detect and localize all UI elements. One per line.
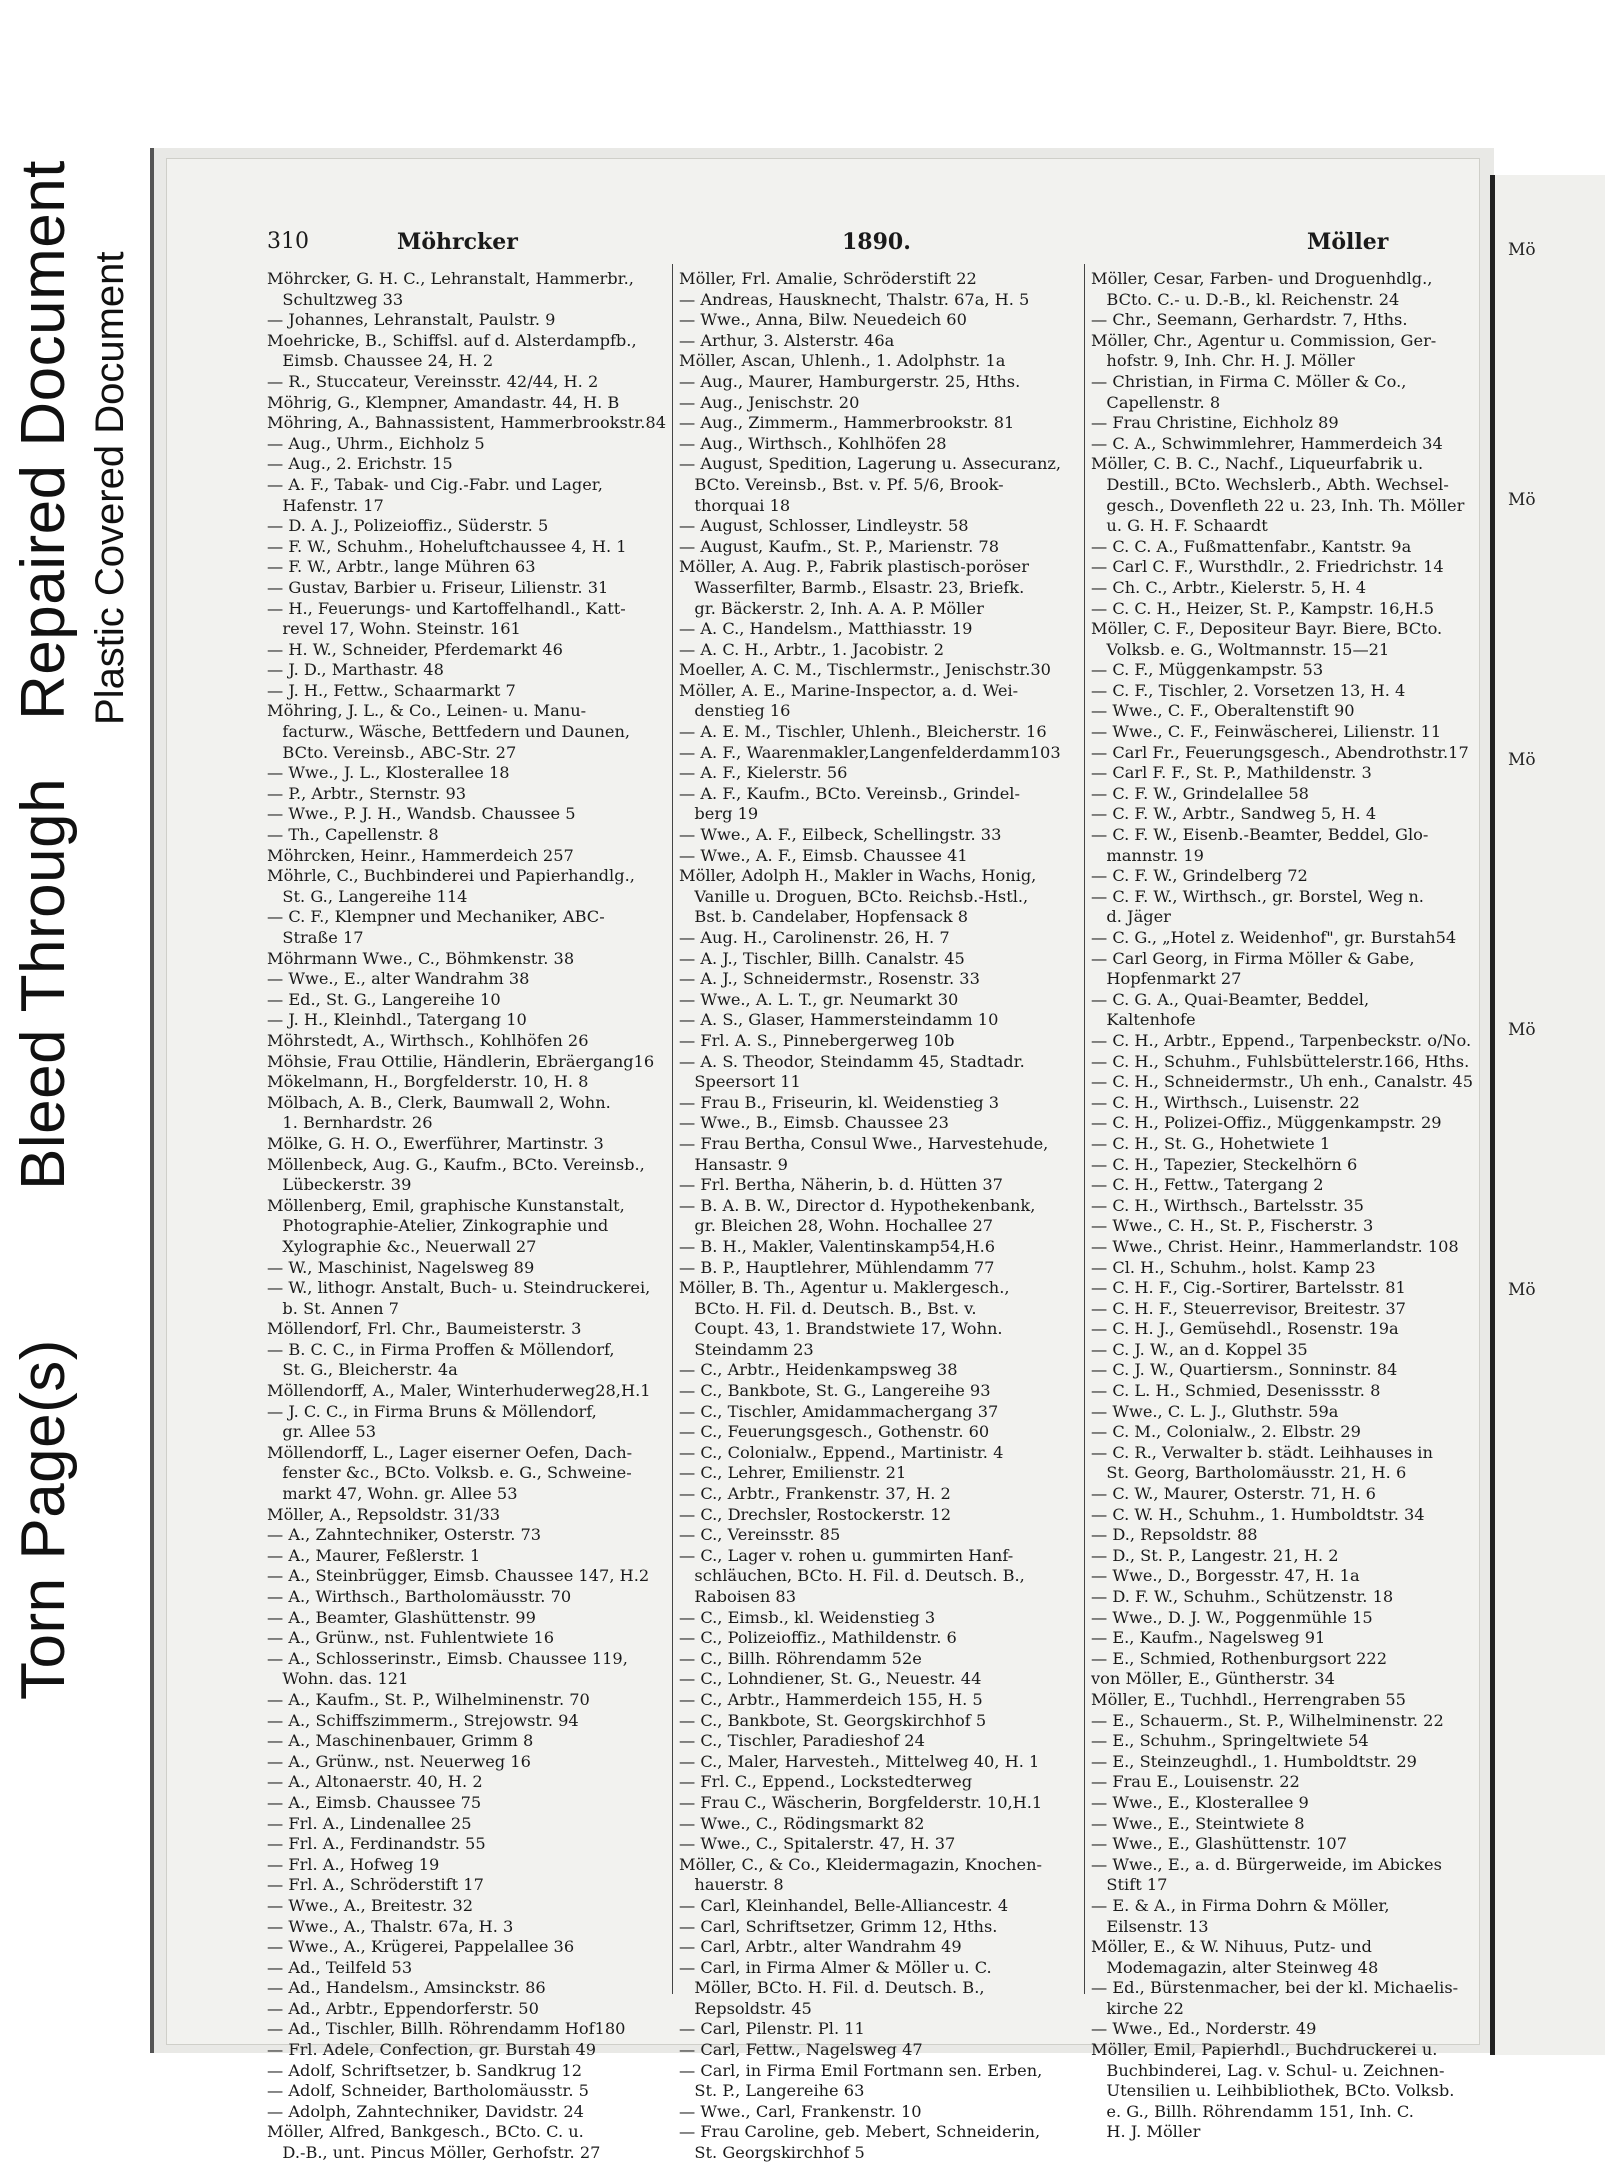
directory-entry: — C. H., Polizei-Offiz., Müggenkampstr. 29 xyxy=(1091,1113,1442,1133)
directory-entry: — Frau B., Friseurin, kl. Weidenstieg 3 xyxy=(679,1092,1000,1112)
directory-entry: Lübeckerstr. 39 xyxy=(267,1175,412,1195)
directory-entry: — Ed., Bürstenmacher, bei der kl. Michaelis- xyxy=(1091,1978,1459,1998)
directory-entry: — Wwe., A. L. T., gr. Neumarkt 30 xyxy=(679,989,959,1009)
directory-entry: — Wwe., E., Steintwiete 8 xyxy=(1091,1813,1305,1833)
directory-entry: — B. C. C., in Firma Proffen & Möllendorf, xyxy=(267,1339,615,1359)
directory-entry: Möhsie, Frau Ottilie, Händlerin, Ebräergang16 xyxy=(267,1051,655,1071)
directory-entry: — Ad., Handelsm., Amsinckstr. 86 xyxy=(267,1978,546,1998)
directory-entry: Möller, E., Tuchhdl., Herrengraben 55 xyxy=(1091,1689,1406,1709)
directory-entry: — C., Arbtr., Hammerdeich 155, H. 5 xyxy=(679,1689,983,1709)
directory-entry: — C. G. A., Quai-Beamter, Beddel, xyxy=(1091,989,1370,1009)
directory-entry: — B. H., Makler, Valentinskamp54,H.6 xyxy=(679,1236,996,1256)
directory-entry: — C. F., Müggenkampstr. 53 xyxy=(1091,660,1324,680)
adjacent-page-fragment: Mö xyxy=(1508,1020,1536,1040)
directory-entry: BCto. H. Fil. d. Deutsch. B., Bst. v. xyxy=(679,1298,977,1318)
directory-entry: BCto. C.- u. D.-B., kl. Reichenstr. 24 xyxy=(1091,289,1400,309)
adjacent-page-fragment: Mö xyxy=(1508,750,1536,770)
directory-entry: — C. F. W., Eisenb.-Beamter, Beddel, Glo- xyxy=(1091,825,1429,845)
directory-entry: Möller, Frl. Amalie, Schröderstift 22 xyxy=(679,269,977,288)
directory-entry: thorquai 18 xyxy=(679,495,791,515)
directory-entry: — Wwe., D., Borgesstr. 47, H. 1a xyxy=(1091,1566,1360,1586)
directory-entry: Stift 17 xyxy=(1091,1875,1168,1895)
directory-entry: — Frl. A., Hofweg 19 xyxy=(267,1854,440,1874)
directory-entry: — E., Schmied, Rothenburgsort 222 xyxy=(1091,1648,1388,1668)
directory-entry: — Aug., Wirthsch., Kohlhöfen 28 xyxy=(679,433,947,453)
directory-entry: gr. Bäckerstr. 2, Inh. A. A. P. Möller xyxy=(679,598,984,618)
directory-entry: — Carl, in Firma Almer & Möller u. C. xyxy=(679,1957,992,1977)
directory-entry: Möller, Adolph H., Makler in Wachs, Honig, xyxy=(679,866,1037,886)
directory-entry: Eilsenstr. 13 xyxy=(1091,1916,1209,1936)
directory-entry: — C., Colonialw., Eppend., Martinistr. 4 xyxy=(679,1442,1004,1462)
directory-entry: Möller, E., & W. Nihuus, Putz- und xyxy=(1091,1937,1372,1957)
directory-entry: — A. S., Glaser, Hammersteindamm 10 xyxy=(679,1010,999,1030)
directory-entry: — Wwe., Anna, Bilw. Neuedeich 60 xyxy=(679,310,967,330)
directory-entry: — Ad., Teilfeld 53 xyxy=(267,1957,413,1977)
directory-entry: Hafenstr. 17 xyxy=(267,495,384,515)
directory-entry: — A. F., Kielerstr. 56 xyxy=(679,763,848,783)
directory-entry: — D. F. W., Schuhm., Schützenstr. 18 xyxy=(1091,1587,1394,1606)
directory-entry: — C. H., Arbtr., Eppend., Tarpenbeckstr. o/No. xyxy=(1091,1030,1472,1050)
directory-entry: Straße 17 xyxy=(267,928,364,947)
directory-entry: BCto. Vereinsb., ABC-Str. 27 xyxy=(267,742,517,762)
directory-entry: Möller, C., & Co., Kleidermagazin, Knochen- xyxy=(679,1854,1042,1874)
directory-entry: — A. F., Waarenmakler,Langenfelderdamm103 xyxy=(679,742,1061,762)
directory-column-1 xyxy=(267,269,667,2163)
directory-entry: St. Georgskirchhof 5 xyxy=(679,2143,865,2163)
directory-entry: — Carl Georg, in Firma Möller & Gabe, xyxy=(1091,948,1415,968)
adjacent-page-fragment: Mö xyxy=(1508,240,1536,260)
directory-entry: — C. F. W., Grindelberg 72 xyxy=(1091,866,1308,886)
directory-entry: Möllenbeck, Aug. G., Kaufm., BCto. Vereinsb., xyxy=(267,1154,645,1174)
directory-entry: — Wwe., Christ. Heinr., Hammerlandstr. 108 xyxy=(1091,1236,1459,1256)
directory-entry: — C. R., Verwalter b. städt. Leihhauses in xyxy=(1091,1442,1433,1462)
directory-entry: Möller, Cesar, Farben- und Droguenhdlg., xyxy=(1091,269,1433,288)
directory-entry: — Ad., Tischler, Billh. Röhrendamm Hof180 xyxy=(267,2019,626,2039)
directory-entry: — Wwe., Carl, Frankenstr. 10 xyxy=(679,2101,922,2121)
directory-entry: Wasserfilter, Barmb., Elsastr. 23, Briefk. xyxy=(679,577,1025,597)
directory-entry: — J. D., Marthastr. 48 xyxy=(267,660,444,680)
directory-entry: — Wwe., C. F., Oberaltenstift 90 xyxy=(1091,701,1355,721)
directory-entry: Möllendorf, Frl. Chr., Baumeisterstr. 3 xyxy=(267,1319,582,1339)
directory-entry: — W., Maschinist, Nagelsweg 89 xyxy=(267,1257,535,1277)
directory-entry: St. G., Bleicherstr. 4a xyxy=(267,1360,458,1380)
directory-entry: 1. Bernhardstr. 26 xyxy=(267,1113,433,1133)
directory-entry: — Aug., Jenischstr. 20 xyxy=(679,392,860,412)
directory-entry: — J. C. C., in Firma Bruns & Möllendorf, xyxy=(267,1401,597,1421)
directory-entry: — Wwe., E., Glashüttenstr. 107 xyxy=(1091,1834,1347,1854)
directory-entry: — C., Arbtr., Heidenkampsweg 38 xyxy=(679,1360,958,1380)
directory-entry: Mölbach, A. B., Clerk, Baumwall 2, Wohn. xyxy=(267,1092,611,1112)
directory-entry: — Andreas, Hausknecht, Thalstr. 67a, H. 5 xyxy=(679,289,1030,309)
directory-entry: Mökelmann, H., Borgfelderstr. 10, H. 8 xyxy=(267,1072,589,1092)
directory-entry: — E. & A., in Firma Dohrn & Möller, xyxy=(1091,1895,1390,1915)
directory-entry: Eimsb. Chaussee 24, H. 2 xyxy=(267,351,494,371)
directory-entry: — Wwe., E., alter Wandrahm 38 xyxy=(267,969,530,989)
directory-entry: — C. L. H., Schmied, Desenissstr. 8 xyxy=(1091,1381,1381,1401)
directory-entry: — C. C. A., Fußmattenfabr., Kantstr. 9a xyxy=(1091,536,1412,556)
directory-entry: — C. H., Wirthsch., Bartelsstr. 35 xyxy=(1091,1195,1364,1215)
directory-entry: — Wwe., A., Krügerei, Pappelallee 36 xyxy=(267,1937,575,1957)
directory-entry: — C. F. W., Arbtr., Sandweg 5, H. 4 xyxy=(1091,804,1377,824)
directory-entry: Moehricke, B., Schiffsl. auf d. Alsterdampfb., xyxy=(267,330,637,350)
directory-entry: — Wwe., C., Rödingsmarkt 82 xyxy=(679,1813,925,1833)
directory-entry: — C. G., „Hotel z. Weidenhof", gr. Burstah54 xyxy=(1091,928,1457,947)
directory-entry: — Wwe., E., a. d. Bürgerweide, im Abickes xyxy=(1091,1854,1442,1874)
directory-entry: Mölke, G. H. O., Ewerführer, Martinstr. 3 xyxy=(267,1133,604,1153)
directory-entry: — E., Schauerm., St. P., Wilhelminenstr. 22 xyxy=(1091,1710,1444,1730)
directory-entry: Möllenberg, Emil, graphische Kunstanstalt, xyxy=(267,1195,625,1215)
directory-entry: — J. H., Fettw., Schaarmarkt 7 xyxy=(267,680,516,700)
directory-entry: — F. W., Schuhm., Hoheluftchaussee 4, H. 1 xyxy=(267,536,627,556)
directory-entry: Möller, Emil, Papierhdl., Buchdruckerei u. xyxy=(1091,2040,1438,2060)
directory-entry: — Frl. A., Lindenallee 25 xyxy=(267,1813,472,1833)
directory-entry: — C., Eimsb., kl. Weidenstieg 3 xyxy=(679,1607,936,1627)
directory-entry: — Carl, Pilenstr. Pl. 11 xyxy=(679,2019,865,2039)
directory-entry: Möller, BCto. H. Fil. d. Deutsch. B., xyxy=(679,1978,985,1998)
directory-entry: Möller, Chr., Agentur u. Commission, Ger- xyxy=(1091,330,1437,350)
directory-entry: Destill., BCto. Wechslerb., Abth. Wechsel- xyxy=(1091,474,1449,494)
directory-entry: — C. F. W., Wirthsch., gr. Borstel, Weg n. xyxy=(1091,886,1424,906)
plastic-covered-label: Plastic Covered Document xyxy=(88,251,132,725)
directory-entry: — Frl. A., Schröderstift 17 xyxy=(267,1875,484,1895)
directory-entry: — C., Vereinsstr. 85 xyxy=(679,1525,841,1545)
directory-entry: Coupt. 43, 1. Brandstwiete 17, Wohn. xyxy=(679,1319,1003,1339)
directory-entry: — Th., Capellenstr. 8 xyxy=(267,825,439,845)
directory-entry: gr. Allee 53 xyxy=(267,1422,376,1442)
directory-entry: — A. E. M., Tischler, Uhlenh., Bleicherstr. 16 xyxy=(679,722,1047,742)
directory-entry: — Wwe., C. H., St. P., Fischerstr. 3 xyxy=(1091,1216,1374,1236)
directory-entry: — F. W., Arbtr., lange Mühren 63 xyxy=(267,557,536,577)
page-number: 310 xyxy=(267,229,309,254)
directory-entry: — H. W., Schneider, Pferdemarkt 46 xyxy=(267,639,563,659)
directory-entry: — C., Arbtr., Frankenstr. 37, H. 2 xyxy=(679,1484,951,1504)
directory-entry: — C., Feuerungsgesch., Gothenstr. 60 xyxy=(679,1422,990,1442)
directory-entry: — Frau C., Wäscherin, Borgfelderstr. 10,H.1 xyxy=(679,1792,1043,1812)
directory-entry: Möller, Alfred, Bankgesch., BCto. C. u. xyxy=(267,2122,584,2142)
directory-entry: — C., Polizeioffiz., Mathildenstr. 6 xyxy=(679,1628,957,1648)
directory-entry: — A. C., Handelsm., Matthiasstr. 19 xyxy=(679,619,973,639)
directory-entry: — Wwe., C. F., Feinwäscherei, Lilienstr. 11 xyxy=(1091,722,1442,742)
directory-entry: b. St. Annen 7 xyxy=(267,1298,399,1318)
directory-entry: Möhrle, C., Buchbinderei und Papierhandlg., xyxy=(267,866,635,886)
directory-entry: — C., Bankbote, St. Georgskirchhof 5 xyxy=(679,1710,987,1730)
directory-entry: u. G. H. F. Schaardt xyxy=(1091,516,1268,536)
directory-entry: kirche 22 xyxy=(1091,1998,1184,2018)
right-running-head: Möller xyxy=(1307,229,1389,255)
directory-entry: St. Georg, Bartholomäusstr. 21, H. 6 xyxy=(1091,1463,1407,1483)
directory-entry: — Wwe., C., Spitalerstr. 47, H. 37 xyxy=(679,1834,956,1854)
directory-entry: — Aug., Maurer, Hamburgerstr. 25, Hths. xyxy=(679,371,1021,391)
directory-entry: hofstr. 9, Inh. Chr. H. J. Möller xyxy=(1091,351,1355,371)
directory-entry: — E., Steinzeughdl., 1. Humboldtstr. 29 xyxy=(1091,1751,1417,1771)
directory-entry: Repsoldstr. 45 xyxy=(679,1998,812,2018)
torn-pages-label: Torn Page(s) xyxy=(9,1339,78,1700)
directory-entry: — A., Eimsb. Chaussee 75 xyxy=(267,1792,482,1812)
directory-entry: denstieg 16 xyxy=(679,701,791,721)
directory-entry: — August, Schlosser, Lindleystr. 58 xyxy=(679,516,969,536)
year-heading: 1890. xyxy=(842,229,911,255)
directory-entry: — Aug., Uhrm., Eichholz 5 xyxy=(267,433,485,453)
directory-entry: Möller, C. F., Depositeur Bayr. Biere, BCto. xyxy=(1091,619,1443,639)
directory-entry: — A., Maschinenbauer, Grimm 8 xyxy=(267,1731,534,1751)
directory-entry: — Christian, in Firma C. Möller & Co., xyxy=(1091,371,1407,391)
directory-entry: — Wwe., A., Thalstr. 67a, H. 3 xyxy=(267,1916,514,1936)
directory-entry: Möhring, J. L., & Co., Leinen- u. Manu- xyxy=(267,701,587,721)
directory-entry: Möller, A. E., Marine-Inspector, a. d. Wei- xyxy=(679,680,1019,700)
directory-entry: Capellenstr. 8 xyxy=(1091,392,1221,412)
directory-entry: — C., Drechsler, Rostockerstr. 12 xyxy=(679,1504,952,1524)
directory-entry: d. Jäger xyxy=(1091,907,1171,927)
directory-entry: Vanille u. Droguen, BCto. Reichsb.-Hstl., xyxy=(679,886,1029,906)
directory-entry: e. G., Billh. Röhrendamm 151, Inh. C. xyxy=(1091,2101,1414,2121)
directory-entry: Moeller, A. C. M., Tischlermstr., Jenischstr.30 xyxy=(679,660,1051,680)
directory-entry: — A. S. Theodor, Steindamm 45, Stadtadr. xyxy=(679,1051,1025,1071)
directory-entry: — Carl F. F., St. P., Mathildenstr. 3 xyxy=(1091,763,1372,783)
directory-entry: Möller, Ascan, Uhlenh., 1. Adolphstr. 1a xyxy=(679,351,1006,371)
directory-entry: — C. H., St. G., Hohetwiete 1 xyxy=(1091,1133,1331,1153)
directory-entry: St. G., Langereihe 114 xyxy=(267,886,468,906)
directory-entry: — Frl. A. S., Pinnebergerweg 10b xyxy=(679,1030,955,1050)
directory-entry: Möhrmann Wwe., C., Böhmkenstr. 38 xyxy=(267,948,575,968)
directory-entry: — Adolph, Zahntechniker, Davidstr. 24 xyxy=(267,2101,584,2121)
directory-entry: — Wwe., C. L. J., Gluthstr. 59a xyxy=(1091,1401,1339,1421)
directory-entry: gesch., Dovenfleth 22 u. 23, Inh. Th. Möller xyxy=(1091,495,1465,515)
directory-entry: — Adolf, Schneider, Bartholomäusstr. 5 xyxy=(267,2081,589,2101)
directory-entry: — A., Beamter, Glashüttenstr. 99 xyxy=(267,1607,536,1627)
directory-entry: — W., lithogr. Anstalt, Buch- u. Steindruckerei, xyxy=(267,1278,651,1298)
scanned-page xyxy=(150,148,1494,2163)
directory-entry: — C. H. F., Cig.-Sortirer, Bartelsstr. 81 xyxy=(1091,1278,1406,1298)
directory-entry: — Wwe., Ed., Norderstr. 49 xyxy=(1091,2019,1317,2039)
directory-entry: Kaltenhofe xyxy=(1091,1010,1196,1030)
directory-entry: — Frl. C., Eppend., Lockstedterweg xyxy=(679,1772,973,1792)
directory-entry: — A. C. H., Arbtr., 1. Jacobistr. 2 xyxy=(679,639,945,659)
directory-entry: — P., Arbtr., Sternstr. 93 xyxy=(267,783,467,803)
directory-entry: — R., Stuccateur, Vereinsstr. 42/44, H. 2 xyxy=(267,371,599,391)
directory-entry: — C. F., Tischler, 2. Vorsetzen 13, H. 4 xyxy=(1091,680,1406,700)
directory-entry: — C. H. F., Steuerrevisor, Breitestr. 37 xyxy=(1091,1298,1406,1318)
directory-entry: Speersort 11 xyxy=(679,1072,801,1092)
directory-entry: — C. J. W., an d. Koppel 35 xyxy=(1091,1339,1308,1359)
directory-entry: — Wwe., A. F., Eimsb. Chaussee 41 xyxy=(679,845,968,865)
directory-entry: mannstr. 19 xyxy=(1091,845,1204,865)
directory-entry: fenster &c., BCto. Volksb. e. G., Schweine- xyxy=(267,1463,632,1483)
directory-entry: — Frau Christine, Eichholz 89 xyxy=(1091,413,1339,433)
directory-entry: — Aug., 2. Erichstr. 15 xyxy=(267,454,453,474)
directory-entry: Volksb. e. G., Woltmannstr. 15—21 xyxy=(1091,639,1390,659)
condition-labels xyxy=(0,0,150,2177)
directory-entry: facturw., Wäsche, Bettfedern und Daunen, xyxy=(267,722,631,742)
directory-entry: — B. P., Hauptlehrer, Mühlendamm 77 xyxy=(679,1257,995,1277)
repaired-document-label: Repaired Document xyxy=(9,160,78,720)
directory-entry: — C. M., Colonialw., 2. Elbstr. 29 xyxy=(1091,1422,1361,1442)
column-divider xyxy=(1084,264,1085,1994)
directory-entry: — C. J. W., Quartiersm., Sonninstr. 84 xyxy=(1091,1360,1398,1380)
directory-entry: — Wwe., J. L., Klosterallee 18 xyxy=(267,763,510,783)
directory-entry: — B. A. B. W., Director d. Hypothekenbank, xyxy=(679,1195,1036,1215)
directory-entry: Möllendorff, A., Maler, Winterhuderweg28,H.1 xyxy=(267,1381,651,1401)
directory-column-3 xyxy=(1091,269,1489,2142)
directory-entry: — C. F., Klempner und Mechaniker, ABC- xyxy=(267,907,605,927)
directory-entry: — Arthur, 3. Alsterstr. 46a xyxy=(679,330,895,350)
directory-entry: — Wwe., A. F., Eilbeck, Schellingstr. 33 xyxy=(679,825,1002,845)
directory-entry: — D., St. P., Langestr. 21, H. 2 xyxy=(1091,1545,1339,1565)
directory-entry: — Carl, in Firma Emil Fortmann sen. Erben, xyxy=(679,2060,1043,2080)
directory-entry: Möller, C. B. C., Nachf., Liqueurfabrik u. xyxy=(1091,454,1424,474)
directory-entry: — Chr., Seemann, Gerhardstr. 7, Hths. xyxy=(1091,310,1408,330)
adjacent-page-edge xyxy=(1490,175,1605,2055)
directory-entry: — Aug. H., Carolinenstr. 26, H. 7 xyxy=(679,928,950,947)
directory-entry: — C., Billh. Röhrendamm 52e xyxy=(679,1648,922,1668)
directory-entry: Hansastr. 9 xyxy=(679,1154,788,1174)
directory-entry: BCto. Vereinsb., Bst. v. Pf. 5/6, Brook- xyxy=(679,474,1004,494)
directory-entry: — A., Schlosserinstr., Eimsb. Chaussee 119, xyxy=(267,1648,628,1668)
directory-entry: — Carl Fr., Feuerungsgesch., Abendrothstr.17 xyxy=(1091,742,1469,762)
page-header xyxy=(267,229,1487,259)
directory-entry: — C., Bankbote, St. G., Langereihe 93 xyxy=(679,1381,991,1401)
column-divider xyxy=(672,264,673,1994)
directory-entry: Steindamm 23 xyxy=(679,1339,814,1359)
directory-entry: — Wwe., D. J. W., Poggenmühle 15 xyxy=(1091,1607,1373,1627)
directory-entry: — Frl. Bertha, Näherin, b. d. Hütten 37 xyxy=(679,1175,1003,1195)
directory-entry: — Wwe., E., Klosterallee 9 xyxy=(1091,1792,1309,1812)
directory-entry: Raboisen 83 xyxy=(679,1587,796,1606)
directory-entry: Xylographie &c., Neuerwall 27 xyxy=(267,1236,537,1256)
directory-entry: — Wwe., A., Breitestr. 32 xyxy=(267,1895,474,1915)
directory-entry: — Frau E., Louisenstr. 22 xyxy=(1091,1772,1300,1792)
directory-entry: — Adolf, Schriftsetzer, b. Sandkrug 12 xyxy=(267,2060,583,2080)
directory-entry: — E., Schuhm., Springeltwiete 54 xyxy=(1091,1731,1369,1751)
directory-column-2 xyxy=(679,269,1077,2163)
directory-entry: — August, Spedition, Lagerung u. Assecuranz, xyxy=(679,454,1062,474)
directory-entry: — C. A., Schwimmlehrer, Hammerdeich 34 xyxy=(1091,433,1443,453)
directory-entry: St. P., Langereihe 63 xyxy=(679,2081,865,2101)
directory-entry: Schultzweg 33 xyxy=(267,289,404,309)
directory-entry: — C., Maler, Harvesteh., Mittelweg 40, H. 1 xyxy=(679,1751,1040,1771)
directory-entry: — C. H., Schuhm., Fuhlsbüttelerstr.166, Hths. xyxy=(1091,1051,1470,1071)
directory-entry: Möller, A. Aug. P., Fabrik plastisch-poröser xyxy=(679,557,1029,577)
directory-entry: markt 47, Wohn. gr. Allee 53 xyxy=(267,1484,518,1504)
directory-entry: — Cl. H., Schuhm., holst. Kamp 23 xyxy=(1091,1257,1376,1277)
directory-entry: — C. W. H., Schuhm., 1. Humboldtstr. 34 xyxy=(1091,1504,1425,1524)
directory-entry: — Wwe., B., Eimsb. Chaussee 23 xyxy=(679,1113,949,1133)
directory-entry: — Carl C. F., Wursthdlr., 2. Friedrichstr. 14 xyxy=(1091,557,1444,577)
directory-entry: — Frau Bertha, Consul Wwe., Harvestehude, xyxy=(679,1133,1049,1153)
directory-entry: — A., Altonaerstr. 40, H. 2 xyxy=(267,1772,483,1792)
directory-entry: — C. H., Fettw., Tatergang 2 xyxy=(1091,1175,1324,1195)
directory-entry: — C., Lehrer, Emilienstr. 21 xyxy=(679,1463,907,1483)
directory-entry: — C. W., Maurer, Osterstr. 71, H. 6 xyxy=(1091,1484,1376,1504)
page-paper xyxy=(166,158,1480,2163)
directory-entry: — C. H., Schneidermstr., Uh enh., Canalstr. 45 xyxy=(1091,1072,1474,1092)
directory-entry: — Carl, Fettw., Nagelsweg 47 xyxy=(679,2040,923,2060)
directory-entry: D.-B., unt. Pincus Möller, Gerhofstr. 27 xyxy=(267,2143,601,2163)
directory-entry: Möllendorff, L., Lager eiserner Oefen, Dach- xyxy=(267,1442,633,1462)
directory-entry: schläuchen, BCto. H. Fil. d. Deutsch. B., xyxy=(679,1566,1025,1586)
directory-entry: — Aug., Zimmerm., Hammerbrookstr. 81 xyxy=(679,413,1015,433)
adjacent-page-fragment: Mö xyxy=(1508,1280,1536,1300)
bleed-through-label: Bleed Through xyxy=(9,777,78,1190)
adjacent-page-fragment: Mö xyxy=(1508,490,1536,510)
directory-entry: Photographie-Atelier, Zinkographie und xyxy=(267,1216,609,1236)
directory-entry: — Johannes, Lehranstalt, Paulstr. 9 xyxy=(267,310,556,330)
directory-entry: — E., Kaufm., Nagelsweg 91 xyxy=(1091,1628,1326,1648)
directory-entry: Möhrstedt, A., Wirthsch., Kohlhöfen 26 xyxy=(267,1030,589,1050)
directory-entry: — Carl, Arbtr., alter Wandrahm 49 xyxy=(679,1937,962,1957)
directory-entry: — Ed., St. G., Langereihe 10 xyxy=(267,989,501,1009)
directory-entry: — Wwe., P. J. H., Wandsb. Chaussee 5 xyxy=(267,804,576,824)
directory-entry: — C., Tischler, Amidammachergang 37 xyxy=(679,1401,999,1421)
directory-entry: Möhrig, G., Klempner, Amandastr. 44, H. B xyxy=(267,392,620,412)
directory-entry: Möller, A., Repsoldstr. 31/33 xyxy=(267,1504,501,1524)
directory-entry: — A., Kaufm., St. P., Wilhelminenstr. 70 xyxy=(267,1689,590,1709)
directory-entry: Utensilien u. Leihbibliothek, BCto. Volksb. xyxy=(1091,2081,1455,2101)
directory-entry: — A., Zahntechniker, Osterstr. 73 xyxy=(267,1525,542,1545)
directory-entry: — C. F. W., Grindelallee 58 xyxy=(1091,783,1309,803)
directory-entry: — C., Lohndiener, St. G., Neuestr. 44 xyxy=(679,1669,982,1689)
directory-entry: Wohn. das. 121 xyxy=(267,1669,409,1689)
directory-entry: — August, Kaufm., St. P., Marienstr. 78 xyxy=(679,536,1000,556)
directory-entry: — Carl, Kleinhandel, Belle-Alliancestr. 4 xyxy=(679,1895,1009,1915)
directory-entry: Hopfenmarkt 27 xyxy=(1091,969,1242,989)
directory-entry: H. J. Möller xyxy=(1091,2122,1201,2142)
directory-entry: — C. H., Wirthsch., Luisenstr. 22 xyxy=(1091,1092,1360,1112)
directory-entry: — A. F., Kaufm., BCto. Vereinsb., Grindel- xyxy=(679,783,1020,803)
directory-entry: — C. H. J., Gemüsehdl., Rosenstr. 19a xyxy=(1091,1319,1399,1339)
directory-entry: — Carl, Schriftsetzer, Grimm 12, Hths. xyxy=(679,1916,998,1936)
directory-entry: — A., Grünw., nst. Fuhlentwiete 16 xyxy=(267,1628,555,1648)
directory-entry: — A., Maurer, Feßlerstr. 1 xyxy=(267,1545,481,1565)
directory-entry: hauerstr. 8 xyxy=(679,1875,784,1895)
directory-entry: — A., Grünw., nst. Neuerweg 16 xyxy=(267,1751,531,1771)
directory-entry: Modemagazin, alter Steinweg 48 xyxy=(1091,1957,1379,1977)
directory-entry: gr. Bleichen 28, Wohn. Hochallee 27 xyxy=(679,1216,994,1236)
directory-entry: Bst. b. Candelaber, Hopfensack 8 xyxy=(679,907,969,927)
directory-entry: revel 17, Wohn. Steinstr. 161 xyxy=(267,619,521,639)
directory-entry: — Frl. A., Ferdinandstr. 55 xyxy=(267,1834,486,1854)
directory-entry: — D. A. J., Polizeioffiz., Süderstr. 5 xyxy=(267,516,549,536)
directory-entry: Möller, B. Th., Agentur u. Maklergesch., xyxy=(679,1278,1010,1298)
directory-entry: — Frau Caroline, geb. Mebert, Schneiderin, xyxy=(679,2122,1041,2142)
directory-entry: von Möller, E., Güntherstr. 34 xyxy=(1091,1669,1335,1689)
directory-entry: — A. J., Tischler, Billh. Canalstr. 45 xyxy=(679,948,965,968)
directory-entry: — A. F., Tabak- und Cig.-Fabr. und Lager, xyxy=(267,474,603,494)
directory-entry: — J. H., Kleinhdl., Tatergang 10 xyxy=(267,1010,527,1030)
directory-entry: — Gustav, Barbier u. Friseur, Lilienstr. 31 xyxy=(267,577,609,597)
directory-entry: — C., Tischler, Paradieshof 24 xyxy=(679,1731,925,1751)
directory-entry: — C., Lager v. rohen u. gummirten Hanf- xyxy=(679,1545,1014,1565)
directory-entry: — Ch. C., Arbtr., Kielerstr. 5, H. 4 xyxy=(1091,577,1367,597)
directory-entry: — C. C. H., Heizer, St. P., Kampstr. 16,H.5 xyxy=(1091,598,1435,618)
directory-entry: — H., Feuerungs- und Kartoffelhandl., Katt- xyxy=(267,598,626,618)
directory-entry: Möhring, A., Bahnassistent, Hammerbrookstr.84 xyxy=(267,413,667,433)
directory-entry: — A., Schiffszimmerm., Strejowstr. 94 xyxy=(267,1710,579,1730)
directory-entry: — D., Repsoldstr. 88 xyxy=(1091,1525,1258,1545)
left-running-head: Möhrcker xyxy=(397,229,518,255)
directory-entry: Möhrcken, Heinr., Hammerdeich 257 xyxy=(267,845,574,865)
directory-entry: — A., Wirthsch., Bartholomäusstr. 70 xyxy=(267,1587,572,1606)
directory-entry: berg 19 xyxy=(679,804,759,824)
directory-entry: — A. J., Schneidermstr., Rosenstr. 33 xyxy=(679,969,980,989)
directory-entry: Buchbinderei, Lag. v. Schul- u. Zeichnen- xyxy=(1091,2060,1445,2080)
directory-entry: — Ad., Arbtr., Eppendorferstr. 50 xyxy=(267,1998,539,2018)
directory-entry: — A., Steinbrügger, Eimsb. Chaussee 147, H.2 xyxy=(267,1566,650,1586)
directory-entry: — C. H., Tapezier, Steckelhörn 6 xyxy=(1091,1154,1358,1174)
directory-entry: — Frl. Adele, Confection, gr. Burstah 49 xyxy=(267,2040,597,2060)
directory-entry: Möhrcker, G. H. C., Lehranstalt, Hammerbr., xyxy=(267,269,634,288)
